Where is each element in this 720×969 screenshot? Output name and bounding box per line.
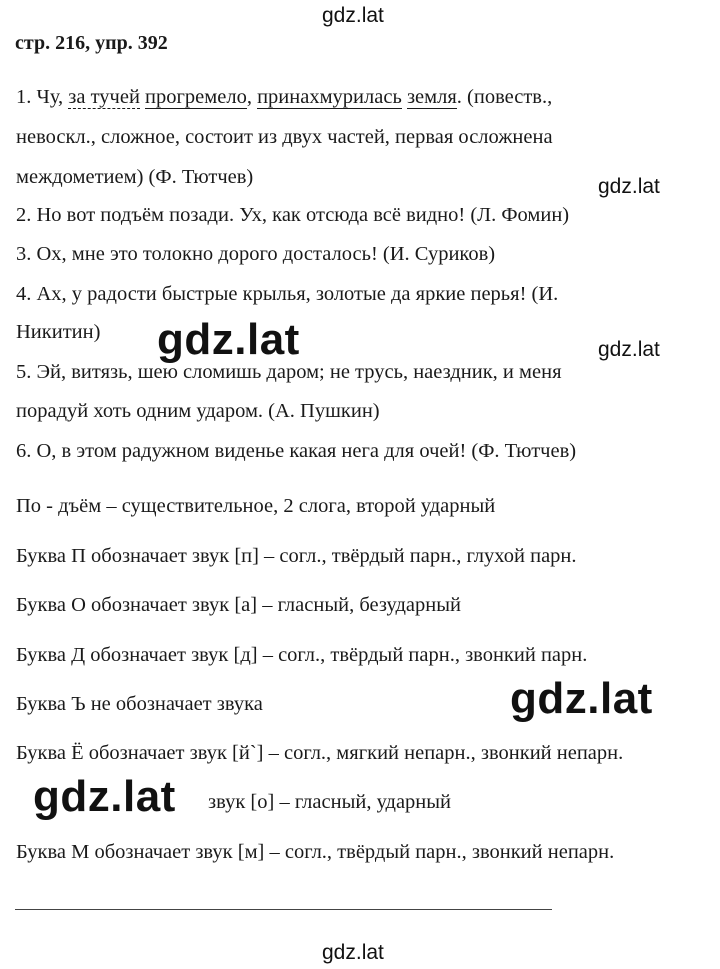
divider-line — [15, 909, 552, 910]
analysis-letter-yo: Буква Ё обозначает звук [й`] – согл., мягкий непарн., звонкий непарн. — [16, 742, 624, 764]
watermark-big-center: gdz.lat — [157, 315, 300, 364]
sentence-1-postfix: . (повеств., — [456, 86, 553, 108]
sentence-3: 3. Ох, мне это толокно дорого досталось! (И. Суриков) — [16, 243, 496, 265]
sentence-1-line-3: междометием) (Ф. Тютчев) — [16, 166, 254, 188]
comma: , — [246, 86, 258, 108]
analysis-title: По - дъём – существительное, 2 слога, второй ударный — [16, 495, 496, 517]
underlined-za-tuchey: за тучей — [68, 86, 140, 108]
watermark-top: gdz.lat — [322, 4, 384, 27]
watermark-right-1: gdz.lat — [598, 175, 660, 198]
watermark-bottom: gdz.lat — [322, 941, 384, 964]
sentence-6: 6. О, в этом радужном виденье какая нега для очей! (Ф. Тютчев) — [16, 440, 577, 462]
underlined-progremelo: прогремело — [145, 86, 247, 108]
sentence-5-line-1: 5. Эй, витязь, шею сломишь даром; не трусь, наездник, и меня — [16, 361, 562, 383]
sentence-1-prefix: 1. Чу, — [16, 86, 69, 108]
watermark-right-2: gdz.lat — [598, 338, 660, 361]
underlined-prinahmurilas: принахмурилась — [257, 86, 402, 108]
sentence-5-line-2: порадуй хоть одним ударом. (А. Пушкин) — [16, 400, 380, 422]
sentence-1-line-2: невоскл., сложное, состоит из двух частей, первая осложнена — [16, 126, 553, 148]
analysis-letter-p: Буква П обозначает звук [п] – согл., твёрдый парн., глухой парн. — [16, 545, 577, 567]
analysis-letter-d: Буква Д обозначает звук [д] – согл., твёрдый парн., звонкий парн. — [16, 644, 588, 666]
sentence-4-line-2: Никитин) — [16, 321, 101, 343]
underlined-zemlya: земля — [406, 86, 457, 108]
analysis-letter-m: Буква М обозначает звук [м] – согл., твёрдый парн., звонкий непарн. — [16, 841, 615, 863]
watermark-big-left: gdz.lat — [33, 772, 176, 821]
sentence-1-line-1 — [16, 86, 552, 109]
analysis-o-sound: звук [о] – гласный, ударный — [208, 791, 452, 813]
exercise-heading: стр. 216, упр. 392 — [15, 32, 168, 54]
watermark-big-right: gdz.lat — [510, 674, 653, 723]
sentence-2: 2. Но вот подъём позади. Ух, как отсюда всё видно! (Л. Фомин) — [16, 204, 570, 226]
analysis-letter-o: Буква О обозначает звук [а] – гласный, безударный — [16, 594, 461, 616]
sentence-4-line-1: 4. Ах, у радости быстрые крылья, золотые да яркие перья! (И. — [16, 283, 559, 305]
analysis-hard-sign: Буква Ъ не обозначает звука — [16, 693, 263, 715]
